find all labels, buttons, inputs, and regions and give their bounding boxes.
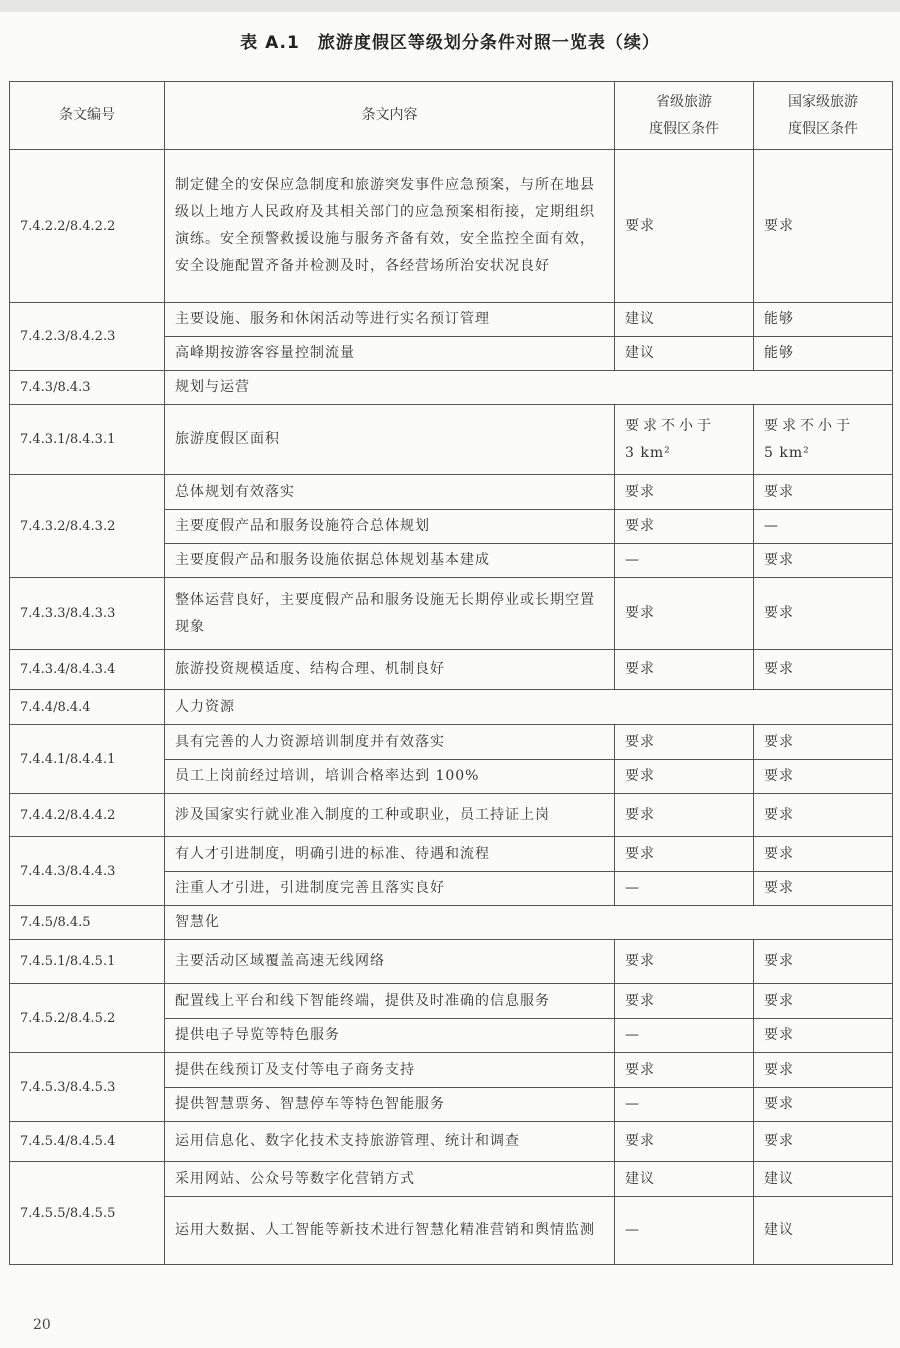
table-row bbox=[10, 837, 893, 872]
clause-code: 7.4.5.5/8.4.5.5 bbox=[10, 1162, 165, 1265]
national-condition: 要求 bbox=[754, 650, 893, 690]
clause-content: 提供电子导览等特色服务 bbox=[165, 1019, 615, 1053]
table-row bbox=[10, 650, 893, 690]
table-row bbox=[10, 303, 893, 337]
clause-code: 7.4.3.1/8.4.3.1 bbox=[10, 405, 165, 475]
clause-content: 配置线上平台和线下智能终端，提供及时准确的信息服务 bbox=[165, 984, 615, 1019]
page-number: 20 bbox=[33, 1317, 51, 1333]
clause-code: 7.4.5.3/8.4.5.3 bbox=[10, 1053, 165, 1122]
clause-content: 提供在线预订及支付等电子商务支持 bbox=[165, 1053, 615, 1088]
table-header-row bbox=[10, 82, 893, 150]
clause-content: 总体规划有效落实 bbox=[165, 475, 615, 510]
province-condition: 要求 bbox=[615, 794, 754, 837]
national-condition: 要求 bbox=[754, 578, 893, 650]
province-condition: 要求 bbox=[615, 1053, 754, 1088]
clause-code: 7.4.3.3/8.4.3.3 bbox=[10, 578, 165, 650]
province-condition: — bbox=[615, 872, 754, 906]
clause-content: 员工上岗前经过培训，培训合格率达到 100% bbox=[165, 760, 615, 794]
clause-content: 采用网站、公众号等数字化营销方式 bbox=[165, 1162, 615, 1197]
province-condition: 要求 bbox=[615, 578, 754, 650]
clause-code: 7.4.2.2/8.4.2.2 bbox=[10, 150, 165, 303]
clause-code: 7.4.4.1/8.4.4.1 bbox=[10, 725, 165, 794]
clause-content: 主要活动区域覆盖高速无线网络 bbox=[165, 940, 615, 984]
header-national-line2: 度假区条件 bbox=[788, 120, 858, 137]
province-condition: — bbox=[615, 1019, 754, 1053]
province-condition: — bbox=[615, 1088, 754, 1122]
section-code: 7.4.5/8.4.5 bbox=[10, 906, 165, 940]
clause-code: 7.4.3.2/8.4.3.2 bbox=[10, 475, 165, 578]
national-condition: 要求 bbox=[754, 1088, 893, 1122]
table-row bbox=[10, 150, 893, 303]
clause-content: 主要度假产品和服务设施符合总体规划 bbox=[165, 510, 615, 544]
clause-code: 7.4.3.4/8.4.3.4 bbox=[10, 650, 165, 690]
clause-content: 整体运营良好，主要度假产品和服务设施无长期停业或长期空置现象 bbox=[165, 578, 615, 650]
header-province-line2: 度假区条件 bbox=[649, 120, 719, 137]
province-condition: 要求 bbox=[615, 984, 754, 1019]
province-condition: 建议 bbox=[615, 1162, 754, 1197]
table-row bbox=[10, 1162, 893, 1197]
province-condition: 要求 bbox=[615, 760, 754, 794]
table-row bbox=[10, 940, 893, 984]
clause-content: 涉及国家实行就业准入制度的工种或职业，员工持证上岗 bbox=[165, 794, 615, 837]
clause-code: 7.4.4.2/8.4.4.2 bbox=[10, 794, 165, 837]
clause-code: 7.4.5.1/8.4.5.1 bbox=[10, 940, 165, 984]
national-condition: 要求 bbox=[754, 1053, 893, 1088]
national-condition: 要求 bbox=[754, 940, 893, 984]
table-row bbox=[10, 1122, 893, 1162]
table-row bbox=[10, 1053, 893, 1088]
national-condition: 能够 bbox=[754, 303, 893, 337]
national-condition: 要求 bbox=[754, 150, 893, 303]
table-row bbox=[10, 405, 893, 475]
province-condition: 要求 bbox=[615, 150, 754, 303]
national-condition: 能够 bbox=[754, 337, 893, 371]
national-condition: 要求 bbox=[754, 872, 893, 906]
header-province bbox=[615, 82, 754, 150]
clause-content: 有人才引进制度，明确引进的标准、待遇和流程 bbox=[165, 837, 615, 872]
province-area-requirement: 要求不小于 bbox=[625, 417, 715, 434]
national-condition: 建议 bbox=[754, 1197, 893, 1265]
clause-content: 主要度假产品和服务设施依据总体规划基本建成 bbox=[165, 544, 615, 578]
national-condition bbox=[754, 405, 893, 475]
province-condition: 要求 bbox=[615, 1122, 754, 1162]
clause-content: 运用信息化、数字化技术支持旅游管理、统计和调查 bbox=[165, 1122, 615, 1162]
header-code: 条文编号 bbox=[10, 82, 165, 150]
province-condition: — bbox=[615, 1197, 754, 1265]
national-condition: 要求 bbox=[754, 984, 893, 1019]
clause-content: 旅游投资规模适度、结构合理、机制良好 bbox=[165, 650, 615, 690]
table-row bbox=[10, 794, 893, 837]
table-row bbox=[10, 984, 893, 1019]
clause-content: 具有完善的人力资源培训制度并有效落实 bbox=[165, 725, 615, 760]
province-area-value: 3 km² bbox=[625, 444, 671, 461]
clause-code: 7.4.2.3/8.4.2.3 bbox=[10, 303, 165, 371]
clause-code: 7.4.4.3/8.4.4.3 bbox=[10, 837, 165, 906]
province-condition: 要求 bbox=[615, 510, 754, 544]
province-condition: 要求 bbox=[615, 650, 754, 690]
top-edge-band bbox=[0, 0, 900, 12]
table-row bbox=[10, 475, 893, 510]
national-condition: 要求 bbox=[754, 725, 893, 760]
conditions-table bbox=[9, 81, 893, 1265]
national-condition: 要求 bbox=[754, 475, 893, 510]
clause-content: 提供智慧票务、智慧停车等特色智能服务 bbox=[165, 1088, 615, 1122]
clause-content: 旅游度假区面积 bbox=[165, 405, 615, 475]
province-condition: 建议 bbox=[615, 337, 754, 371]
province-condition bbox=[615, 405, 754, 475]
national-area-value: 5 km² bbox=[764, 444, 810, 461]
national-area-requirement: 要求不小于 bbox=[764, 417, 854, 434]
clause-content: 运用大数据、人工智能等新技术进行智慧化精准营销和舆情监测 bbox=[165, 1197, 615, 1265]
section-title: 智慧化 bbox=[165, 906, 893, 940]
section-code: 7.4.4/8.4.4 bbox=[10, 690, 165, 725]
province-condition: 要求 bbox=[615, 725, 754, 760]
province-condition: 建议 bbox=[615, 303, 754, 337]
national-condition: 要求 bbox=[754, 760, 893, 794]
section-row bbox=[10, 371, 893, 405]
province-condition: — bbox=[615, 544, 754, 578]
table-title: 表 A.1 旅游度假区等级划分条件对照一览表（续） bbox=[240, 33, 660, 53]
clause-content: 主要设施、服务和休闲活动等进行实名预订管理 bbox=[165, 303, 615, 337]
clause-content: 高峰期按游客容量控制流量 bbox=[165, 337, 615, 371]
header-national bbox=[754, 82, 893, 150]
national-condition: 要求 bbox=[754, 544, 893, 578]
national-condition: 要求 bbox=[754, 1122, 893, 1162]
section-row bbox=[10, 906, 893, 940]
province-condition: 要求 bbox=[615, 475, 754, 510]
table-row bbox=[10, 578, 893, 650]
header-content: 条文内容 bbox=[165, 82, 615, 150]
header-national-line1: 国家级旅游 bbox=[788, 93, 858, 110]
clause-content: 制定健全的安保应急制度和旅游突发事件应急预案，与所在地县级以上地方人民政府及其相关部门的应急预案相衔接，定期组织演练。安全预警救援设施与服务齐备有效，安全监控全面有效，安全设施配置齐备并检测及时，各经营场所治安状况良好 bbox=[165, 150, 615, 303]
province-condition: 要求 bbox=[615, 940, 754, 984]
national-condition: 要求 bbox=[754, 1019, 893, 1053]
province-condition: 要求 bbox=[615, 837, 754, 872]
national-condition: 建议 bbox=[754, 1162, 893, 1197]
section-title: 人力资源 bbox=[165, 690, 893, 725]
national-condition: 要求 bbox=[754, 837, 893, 872]
national-condition: — bbox=[754, 510, 893, 544]
clause-content: 注重人才引进，引进制度完善且落实良好 bbox=[165, 872, 615, 906]
section-row bbox=[10, 690, 893, 725]
section-code: 7.4.3/8.4.3 bbox=[10, 371, 165, 405]
national-condition: 要求 bbox=[754, 794, 893, 837]
header-province-line1: 省级旅游 bbox=[656, 93, 712, 110]
section-title: 规划与运营 bbox=[165, 371, 893, 405]
table-row bbox=[10, 725, 893, 760]
clause-code: 7.4.5.4/8.4.5.4 bbox=[10, 1122, 165, 1162]
clause-code: 7.4.5.2/8.4.5.2 bbox=[10, 984, 165, 1053]
